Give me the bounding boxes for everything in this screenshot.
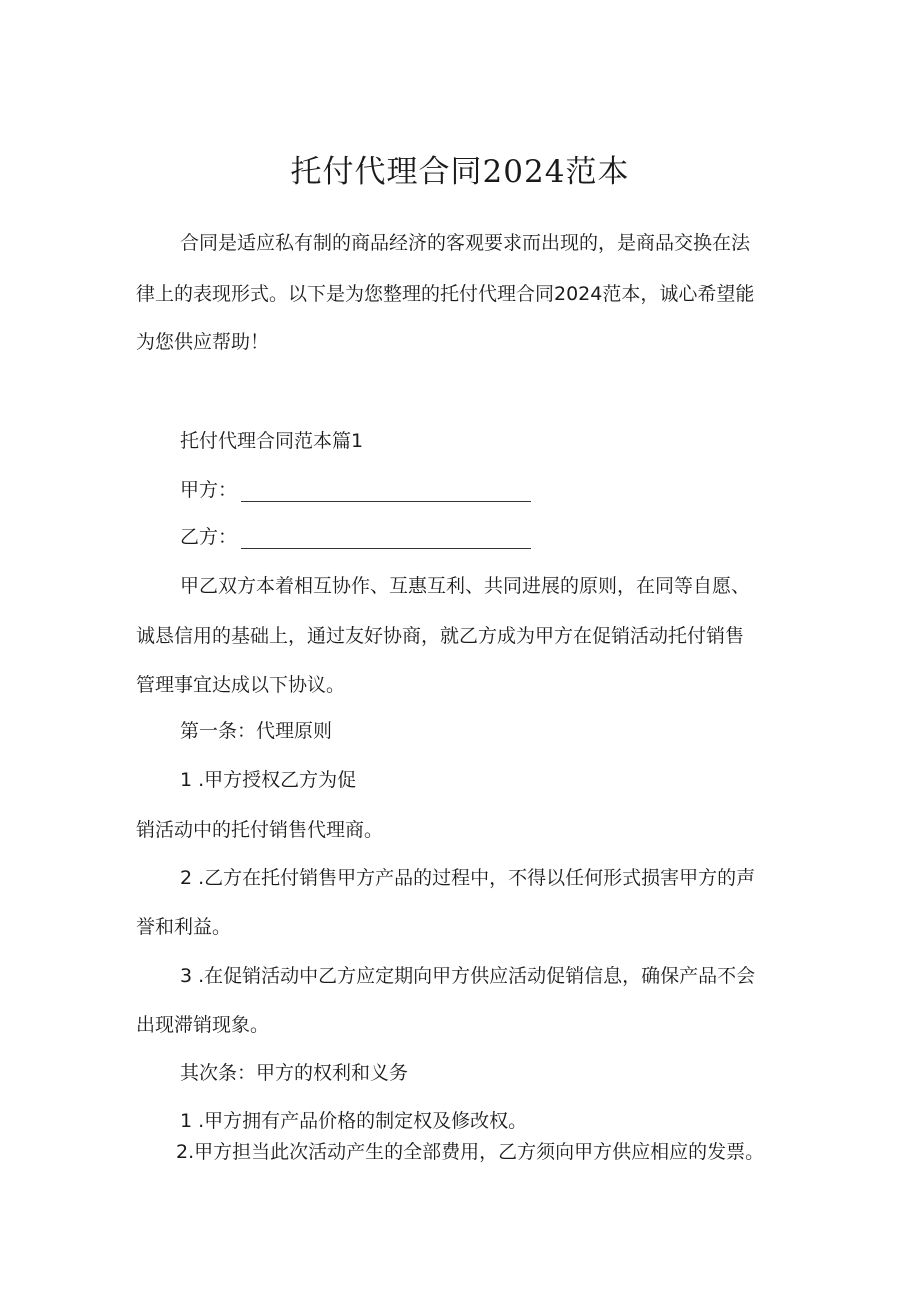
preamble-line-2: 诚恳信用的基础上，通过友好协商，就乙方成为甲方在促销活动托付销售: [136, 625, 745, 647]
article2-item2: 2.甲方担当此次活动产生的全部费用，乙方须向甲方供应相应的发票。: [176, 1141, 765, 1163]
intro-line-3: 为您供应帮助！: [136, 331, 270, 353]
intro-line-2: 律上的表现形式。以下是为您整理的托付代理合同2024范本，诚心希望能: [136, 283, 755, 305]
article1-item2-line2: 誉和利益。: [136, 916, 232, 938]
article1-item2-line1: 2 .乙方在托付销售甲方产品的过程中，不得以任何形式损害甲方的声: [180, 867, 756, 889]
party-b-row: [180, 525, 531, 549]
article1-item1-line2: 销活动中的托付销售代理商。: [136, 819, 384, 841]
document-title: 托付代理合同2024范本: [290, 154, 630, 190]
article1-item3-line2: 出现滞销现象。: [136, 1014, 270, 1036]
article1-item1-line1: 1 .甲方授权乙方为促: [180, 769, 357, 791]
party-a-label: 甲方：: [180, 479, 238, 501]
article2-item1: 1 .甲方拥有产品价格的制定权及修改权。: [180, 1110, 528, 1132]
preamble-line-1: 甲乙双方本着相互协作、互惠互利、共同进展的原则，在同等自愿、: [180, 575, 751, 597]
party-b-label: 乙方：: [180, 526, 238, 548]
article2-heading: 其次条：甲方的权利和义务: [180, 1062, 409, 1084]
intro-line-1: 合同是适应私有制的商品经济的客观要求而出现的，是商品交换在法: [180, 232, 751, 254]
party-a-blank[interactable]: [241, 483, 531, 502]
party-a-row: [180, 478, 531, 502]
section-heading: 托付代理合同范本篇1: [180, 430, 364, 452]
article1-heading: 第一条：代理原则: [180, 720, 333, 742]
preamble-line-3: 管理事宜达成以下协议。: [136, 674, 346, 696]
article1-item3-line1: 3 .在促销活动中乙方应定期向甲方供应活动促销信息，确保产品不会: [180, 965, 756, 987]
party-b-blank[interactable]: [241, 530, 531, 549]
